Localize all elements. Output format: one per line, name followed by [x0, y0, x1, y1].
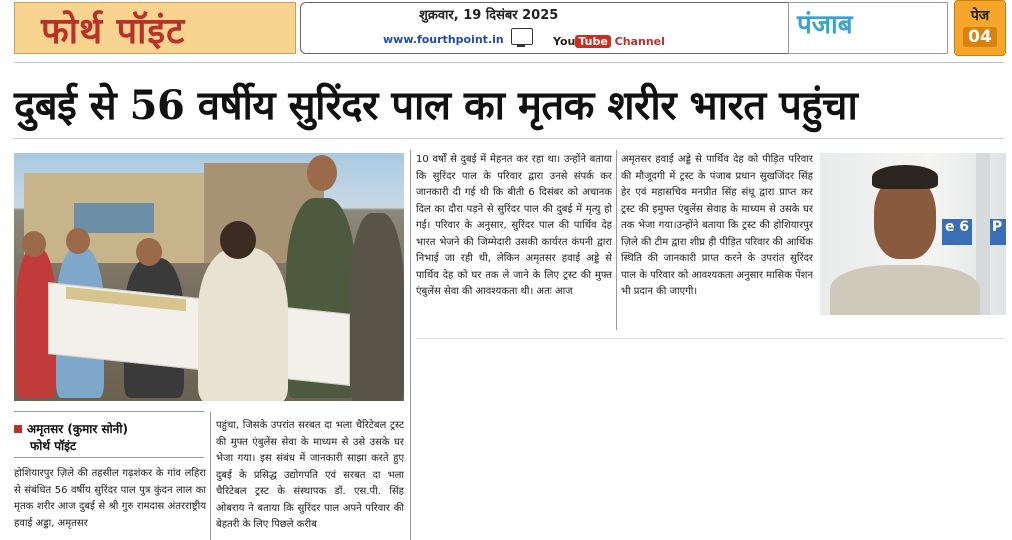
byline-place-text: अमृतसर (कुमार सोनी)	[27, 422, 128, 436]
content-divider	[416, 338, 1004, 339]
page-label: पेज	[970, 8, 990, 24]
byline-divider	[14, 411, 204, 412]
youtube-channel	[553, 35, 665, 48]
photo-person-head	[136, 238, 162, 266]
photo-person	[350, 213, 404, 401]
photo-shirt	[830, 265, 980, 315]
youtube-you: You	[553, 35, 576, 48]
column-divider	[410, 150, 411, 540]
brand-logo	[14, 2, 296, 54]
photo-person-head	[22, 231, 46, 257]
brand-name: फोर्थ पॉइंट	[41, 10, 186, 52]
article-headline: दुबई से 56 वर्षीय सुरिंदर पाल का मृतक शरीर भारत पहुंचा	[14, 82, 858, 129]
article-column-2: पहुंचा, जिसके उपरांत सरबत दा भला चैरिटेबल ट्रस्ट की मुफ्त एंबुलेंस सेवा के माध्यम से उसे उसके घर भेजा गया। इस संबंध में जानकारी साझा करते हुए दुबई के प्रसिद्ध उद्योगपति एवं सरबत दा भला चैरिटेबल ट्रस्ट के संस्थापक डॉ. एस.पी. सिंह ओबराय ने बताया कि सुरिंदर पाल अपने परिवार की बेहतरी के लिए पिछले करीब	[216, 420, 404, 530]
byline-paper: फोर्थ पॉइंट	[30, 439, 77, 453]
issue-date: शुक्रवार, 19 दिसंबर 2025	[419, 8, 559, 23]
photo-person-front	[198, 248, 288, 401]
column-divider	[616, 150, 617, 330]
photo-person-head	[66, 228, 90, 254]
byline-place	[14, 420, 128, 437]
photo-sign-2: P	[988, 219, 1006, 245]
photo-hair	[872, 165, 938, 189]
website-link: www.fourthpoint.in	[383, 33, 504, 46]
article-column-3: 10 वर्षों से दुबई में मेहनत कर रहा था। उन्होंने बताया कि सुरिंदर पाल के परिवार द्वारा उनसे संपर्क कर जानकारी दी गई थी कि बीती 6 दिसंबर को अचानक दिल का दौरा पड़ने से सुरिंदर पाल की दुबई में मृत्यु हो गई। परिवार के अनुसार, सुरिंदर पाल की पार्थिव देह भारत भेजने की जिम्मेदारी उसकी कार्यरत कंपनी द्वारा निभाई जा रही थी, लेकिन अमृतसर हवाई अड्डे से पार्थिव देह को घर तक ले जाने के लिए ट्रस्ट की मुफ्त एंबुलेंस सेवा की आवश्यकता थी। अतः आज	[416, 154, 612, 297]
photo-sign: e 6	[942, 219, 972, 245]
masthead-divider	[14, 62, 1004, 63]
page-number: 04	[963, 27, 997, 47]
page-indicator	[954, 0, 1006, 56]
photo-person-head	[220, 221, 256, 259]
news-photo-coffin	[14, 153, 404, 401]
column-divider	[210, 412, 211, 540]
masthead	[0, 0, 1012, 56]
photo-person-head	[307, 155, 337, 191]
section-name: पंजाब	[797, 10, 853, 40]
youtube-tube: Tube	[575, 35, 610, 48]
byline-divider-2	[14, 457, 204, 458]
article-column-4: अमृतसर हवाई अड्डे से पार्थिव देह को पीड़ित परिवार की मौजूदगी में ट्रस्ट के पंजाब प्रधान सुखजिंदर सिंह हेर एवं महासचिव मनप्रीत सिंह संधू द्वारा प्राप्त कर ट्रस्ट की इमुफ्त एंबुलेंस सेवाह के माध्यम से उसके घर तक भेजा गया।उन्होंने बताया कि ट्रस्ट की होशियारपुर ज़िले की टीम द्वारा शीघ्र ही पीड़ित परिवार की आर्थिक स्थिति की जानकारी प्राप्त करने के उपरांत सुरिंदर पाल के परिवार को आवश्यकता अनुसार मासिक पेंशन भी प्रदान की जाएगी।	[621, 154, 813, 297]
section-tag	[788, 2, 948, 54]
bullet-square-icon	[14, 425, 22, 433]
photo-window	[74, 203, 154, 233]
masthead-info-bar	[300, 2, 798, 54]
portrait-photo-surinder-pal	[820, 153, 1006, 315]
computer-mouse-icon	[511, 28, 533, 45]
article-column-1: होशियारपुर ज़िले की तहसील गढ़शंकर के गांव लहिरा से संबंधित 56 वर्षीय सुरिंदर पाल पुत्र कुंदन लाल का मृतक शरीर आज दुबई से श्री गुरु रामदास अंतरराष्ट्रीय हवाई अड्डा, अमृतसर	[14, 468, 206, 529]
youtube-channel-label: Channel	[614, 35, 665, 48]
headline-divider	[14, 138, 1004, 139]
